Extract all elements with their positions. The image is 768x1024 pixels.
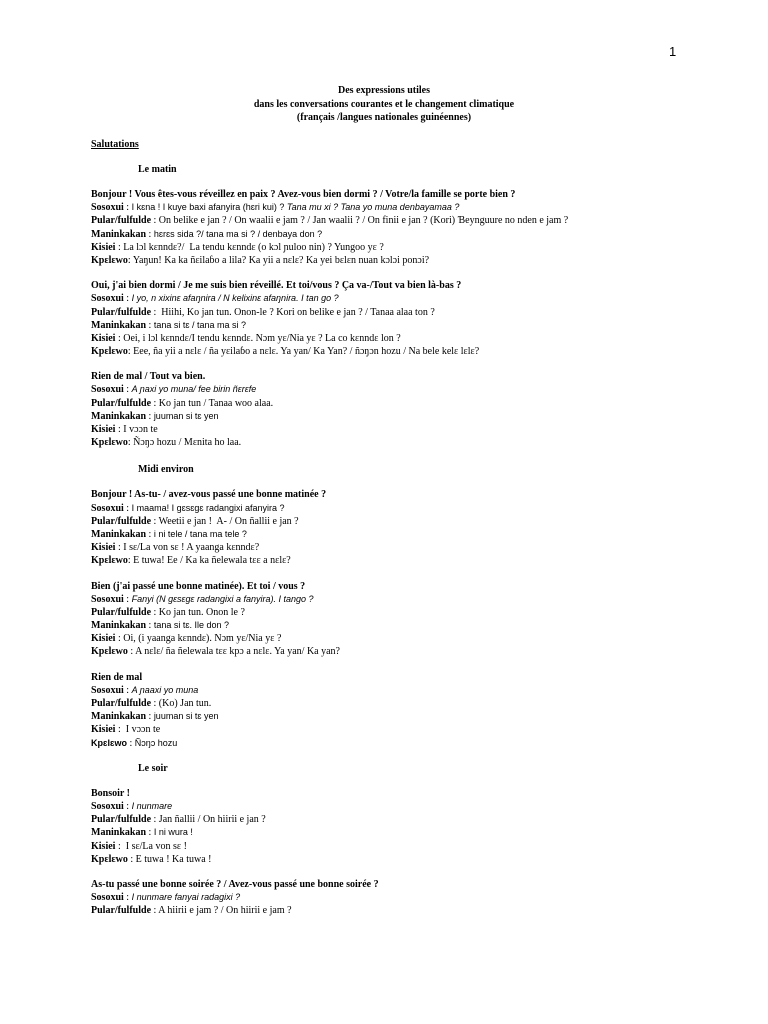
french-phrase: Bien (j'ai passé une bonne matinée). Et toi / vous ? xyxy=(91,580,306,592)
separator: : xyxy=(151,606,159,618)
translation-line xyxy=(91,723,711,736)
language-label: Kpɛlɛwo xyxy=(91,346,128,358)
language-label: Pular/fulfulde xyxy=(91,306,152,318)
translation-line xyxy=(91,410,711,423)
translation-line xyxy=(91,241,711,254)
period-heading-midday: Midi environ xyxy=(138,464,194,476)
language-label: Maninkakan xyxy=(91,827,147,839)
language-label: Maninkakan xyxy=(91,711,147,723)
translation-text: I maama! I gɛsɛgɛ radangixi afanyira ? xyxy=(131,502,285,513)
translation-line xyxy=(91,710,711,723)
translation-line xyxy=(91,554,711,567)
translation-line xyxy=(91,826,711,839)
separator: : xyxy=(123,293,132,305)
translation-text-italic: A ɲaxi yo muna/ fee birin ñɛrɛfe xyxy=(131,384,257,395)
translation-line xyxy=(91,383,711,396)
language-label: Kisiei xyxy=(91,542,116,554)
translation-text: I sɛ/La von sɛ ! xyxy=(125,840,187,852)
title-line-2: dans les conversations courantes et le changement climatique xyxy=(253,98,515,110)
separator: : xyxy=(123,202,132,214)
expression-block xyxy=(91,671,711,750)
language-label: Pular/fulfulde xyxy=(91,215,152,227)
translation-line xyxy=(91,306,711,319)
separator: : xyxy=(126,737,135,749)
separator: : xyxy=(151,215,159,227)
document-title xyxy=(0,84,768,125)
translation-line xyxy=(91,840,711,853)
language-label: Kpɛlɛwo xyxy=(91,737,127,748)
translation-line xyxy=(91,254,711,267)
translation-text: E tuwa ! Ka tuwa ! xyxy=(135,853,212,865)
translation-text: La lɔl kɛnndɛ?/ La tendu kɛnndɛ (o kɔl ɲuloo nin) ? Yungoo yɛ ? xyxy=(123,241,384,253)
separator: : xyxy=(146,410,154,422)
language-label: Pular/fulfulde xyxy=(91,397,152,409)
translation-line xyxy=(91,228,711,241)
expression-block xyxy=(91,279,711,358)
french-phrase: Rien de mal xyxy=(91,671,143,683)
translation-text-italic: I yo, n xixinɛ afaŋnira / N kelixinɛ afaŋnira. I tan go ? xyxy=(131,293,339,304)
translation-text-italic: Tana mu xi ? Tana yo muna denbayamaa ? xyxy=(286,202,460,213)
separator: : xyxy=(146,827,154,839)
language-label: Pular/fulfulde xyxy=(91,606,152,618)
separator: : xyxy=(123,800,132,812)
french-phrase: Bonjour ! As-tu- / avez-vous passé une bonne matinée ? xyxy=(91,489,327,501)
language-label: Maninkakan xyxy=(91,228,147,240)
translation-line xyxy=(91,541,711,554)
language-label: Maninkakan xyxy=(91,410,147,422)
translation-line xyxy=(91,697,711,710)
translation-text: I sɛ/La von sɛ ! A yaanga kɛnndɛ? xyxy=(123,542,260,554)
translation-line xyxy=(91,436,711,449)
expression-block xyxy=(91,580,711,659)
language-label: Kpɛlɛwo xyxy=(91,437,128,449)
separator: : xyxy=(123,593,132,605)
translation-line xyxy=(91,593,711,606)
separator: : xyxy=(127,646,136,658)
separator: : xyxy=(151,397,159,409)
translation-line xyxy=(91,397,711,410)
language-label: Kpɛlɛwo xyxy=(91,646,128,658)
language-label: Kisiei xyxy=(91,724,116,736)
language-label: Kisiei xyxy=(91,332,116,344)
separator: : xyxy=(115,633,124,645)
separator: : xyxy=(127,254,133,266)
separator: : xyxy=(115,424,124,435)
translation-line xyxy=(91,292,711,305)
language-label: Pular/fulfulde xyxy=(91,814,152,826)
language-label: Kisiei xyxy=(91,633,116,645)
separator: : xyxy=(151,306,162,318)
translation-text: A hiirii e jam ? / On hiirii e jam ? xyxy=(158,905,292,917)
translation-text: Ñɔŋɔ hozu xyxy=(134,737,178,748)
translation-line xyxy=(91,632,711,645)
separator: : xyxy=(115,241,124,253)
french-phrase: Oui, j'ai bien dormi / Je me suis bien réveillé. Et toi/vous ? Ça va-/Tout va bien là-bas ? xyxy=(91,280,462,292)
translation-text: juuman si tɛ yen xyxy=(153,711,219,722)
language-label: Kpɛlɛwo xyxy=(91,254,128,266)
language-label: Sosoxui xyxy=(91,800,124,812)
translation-line xyxy=(91,606,711,619)
translation-text: Ko jan tun / Tanaa woo alaa. xyxy=(158,397,274,409)
section-heading: Salutations xyxy=(91,139,139,150)
separator: : xyxy=(123,384,132,396)
translation-line xyxy=(91,528,711,541)
separator: : xyxy=(127,437,134,449)
translation-text: Eee, ña yii a nɛlɛ / ña yɛilaɓo a nɛlɛ. Ya yan/ Ka Yan? / ñɔŋɔn hozu / Na bele kelɛ lɛlɛ? xyxy=(133,346,480,358)
separator: : xyxy=(127,555,134,567)
translation-text: I ni wura ! xyxy=(153,827,193,838)
translation-text: Jan ñallii / On hiirii e jan ? xyxy=(158,814,266,826)
language-label: Kisiei xyxy=(91,424,116,435)
translation-text: A nɛlɛ/ ña ñelewala tɛɛ kpɔ a nɛlɛ. Ya yan/ Ka yan? xyxy=(135,646,340,658)
separator: : xyxy=(151,515,159,527)
translation-text: juuman si tɛ yen xyxy=(153,410,219,421)
expression-block xyxy=(91,878,711,918)
language-label: Maninkakan xyxy=(91,528,147,540)
translation-text: hɛrɛs sida ?/ tana ma si ? / denbaya don ? xyxy=(153,228,323,239)
separator: : xyxy=(123,502,132,514)
translation-text: Hiihi, Ko jan tun. Onon-le ? Kori on belike e jan ? / Tanaa alaa ton ? xyxy=(161,306,435,318)
separator: : xyxy=(146,528,154,540)
period-heading-evening: Le soir xyxy=(138,762,168,774)
translation-line xyxy=(91,214,711,227)
language-label: Maninkakan xyxy=(91,620,147,632)
translation-line xyxy=(91,319,711,332)
separator: : xyxy=(146,711,154,723)
translation-text: I vɔɔn te xyxy=(123,424,158,435)
expression-block xyxy=(91,488,711,567)
separator: : xyxy=(151,698,159,709)
translation-line xyxy=(91,345,711,358)
language-label: Pular/fulfulde xyxy=(91,905,152,917)
translation-text: Yaŋun! Ka ka ñɛilaɓo a lila? Ka yii a nɛlɛ? Ka yei bɛlɛn nuan kɔlɔi ponɔi? xyxy=(132,254,430,266)
translation-line xyxy=(91,201,711,214)
period-heading-morning: Le matin xyxy=(138,164,177,175)
translation-line xyxy=(91,684,711,697)
language-label: Kpɛlɛwo xyxy=(91,853,128,865)
language-label: Maninkakan xyxy=(91,319,147,331)
separator: : xyxy=(127,853,136,865)
translation-text: tana si tɛ. Ile don ? xyxy=(153,620,229,631)
translation-line xyxy=(91,813,711,826)
expression-block xyxy=(91,370,711,449)
translation-text-italic: I nunmare fanyai radagixi ? xyxy=(131,892,241,903)
translation-line xyxy=(91,891,711,904)
separator: : xyxy=(115,542,124,554)
translation-line xyxy=(91,332,711,345)
french-phrase: Bonjour ! Vous êtes-vous réveillez en paix ? Avez-vous bien dormi ? / Votre/la famille se porte bien ? xyxy=(91,189,516,200)
french-phrase: Rien de mal / Tout va bien. xyxy=(91,371,206,383)
language-label: Pular/fulfulde xyxy=(91,698,152,709)
separator: : xyxy=(146,319,154,331)
translation-text: Ñɔŋɔ hozu / Mɛnita ho laa. xyxy=(133,437,242,449)
language-label: Kisiei xyxy=(91,241,116,253)
separator: : xyxy=(115,332,124,344)
translation-line xyxy=(91,853,711,866)
language-label: Sosoxui xyxy=(91,593,124,605)
translation-line xyxy=(91,737,711,750)
language-label: Sosoxui xyxy=(91,502,124,514)
language-label: Sosoxui xyxy=(91,202,124,214)
separator: : xyxy=(123,892,132,904)
page-number: 1 xyxy=(669,44,677,59)
language-label: Kpɛlɛwo xyxy=(91,555,128,567)
translation-line xyxy=(91,645,711,658)
language-label: Pular/fulfulde xyxy=(91,515,152,527)
translation-text: Ko jan tun. Onon le ? xyxy=(158,606,245,618)
translation-text: Weetii e jan ! A- / On ñallii e jan ? xyxy=(158,515,299,527)
translation-text: Oei, i lɔl kɛnndɛ/I tendu kɛnndɛ. Nɔm yɛ/Nia yɛ ? La co kɛnndɛ lon ? xyxy=(123,332,401,344)
expression-block xyxy=(91,188,711,267)
translation-text: On belike e jan ? / On waalii e jam ? / Jan waalii ? / On finii e jan ? (Kori) Ɓeynguure no nden e jam ? xyxy=(158,215,569,227)
separator: : xyxy=(151,905,159,917)
separator: : xyxy=(146,620,154,632)
translation-line xyxy=(91,800,711,813)
translation-text: I kɛna ! I kuye baxi afanyira (hɛri kui) ? xyxy=(131,202,287,213)
separator: : xyxy=(127,346,134,358)
language-label: Sosoxui xyxy=(91,293,124,305)
document-body xyxy=(91,138,711,929)
separator: : xyxy=(115,840,126,852)
translation-line xyxy=(91,423,711,436)
translation-text-italic: A ɲaaxi yo muna xyxy=(131,684,199,695)
separator: : xyxy=(123,684,132,696)
separator: : xyxy=(151,814,159,826)
translation-line xyxy=(91,904,711,917)
translation-line xyxy=(91,502,711,515)
separator: : xyxy=(115,724,126,736)
translation-line xyxy=(91,619,711,632)
french-phrase: Bonsoir ! xyxy=(91,787,130,799)
language-label: Sosoxui xyxy=(91,892,124,904)
translation-text-italic: I nunmare xyxy=(131,800,173,811)
title-line-3: (français /langues nationales guinéennes) xyxy=(296,112,472,123)
translation-text: tana si tɛ / tana ma si ? xyxy=(153,319,246,330)
expression-block xyxy=(91,787,711,866)
french-phrase: As-tu passé une bonne soirée ? / Avez-vous passé une bonne soirée ? xyxy=(91,878,379,890)
translation-text: Oi, (i yaanga kɛnndɛ). Nɔm yɛ/Nia yɛ ? xyxy=(123,633,282,645)
translation-text: i ni tele / tana ma tele ? xyxy=(153,528,247,539)
language-label: Sosoxui xyxy=(91,384,124,396)
translation-line xyxy=(91,515,711,528)
translation-text: I vɔɔn te xyxy=(125,724,161,736)
translation-text-italic: Fanyi (N gɛsɛgɛ radangixi a fanyira). I tango ? xyxy=(131,593,314,604)
title-line-1: Des expressions utiles xyxy=(337,85,431,96)
translation-text: (Ko) Jan tun. xyxy=(158,698,212,709)
language-label: Kisiei xyxy=(91,840,116,852)
language-label: Sosoxui xyxy=(91,684,124,696)
translation-text: E tuwa! Ee / Ka ka ñelewala tɛɛ a nɛlɛ? xyxy=(133,555,291,567)
separator: : xyxy=(146,228,154,240)
